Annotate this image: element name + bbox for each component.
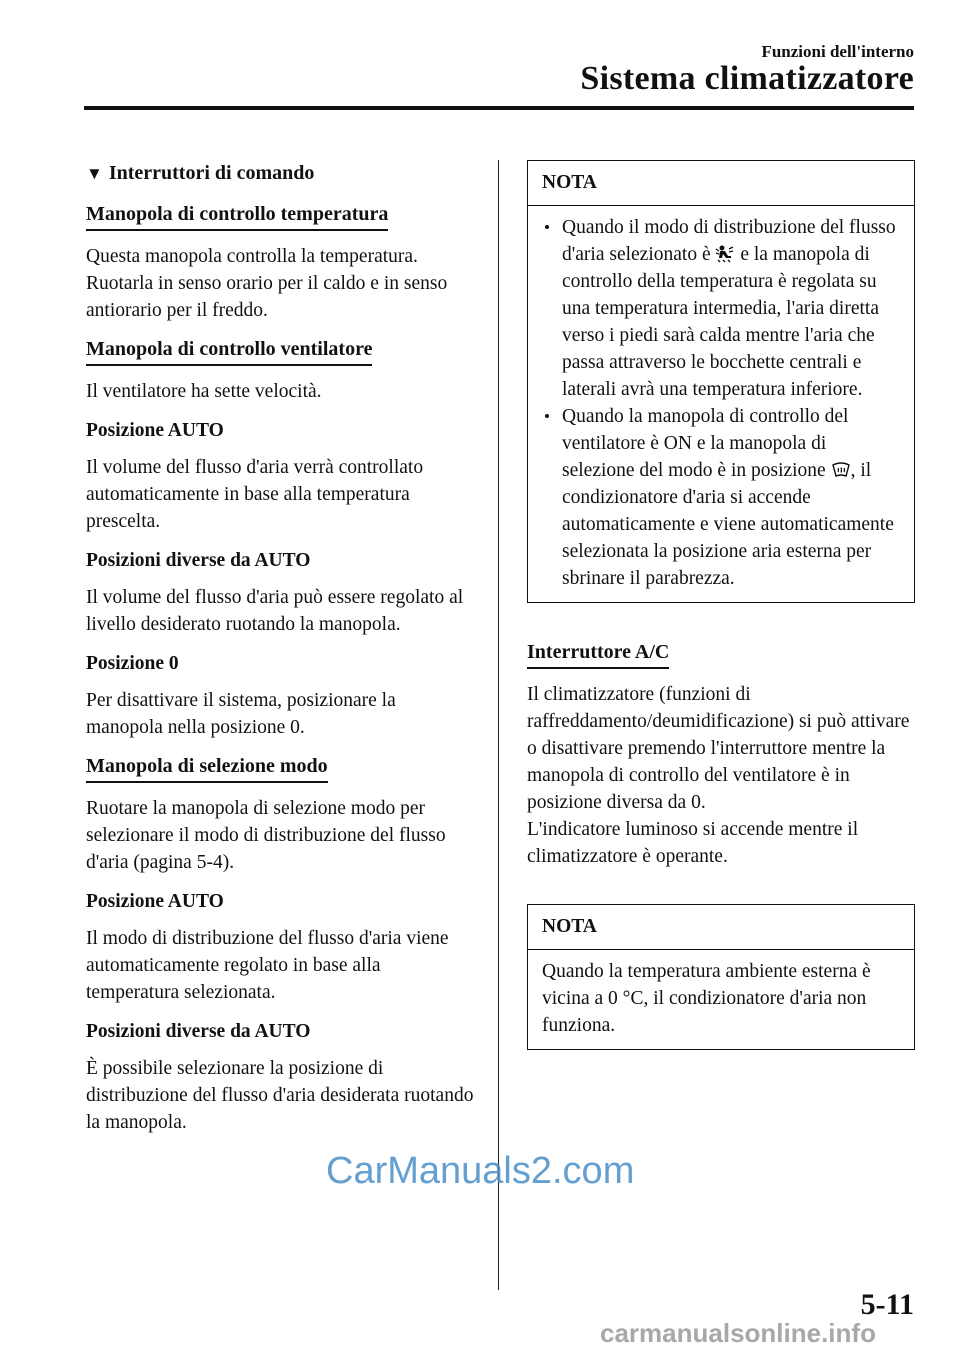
ac-switch-heading: Interruttore A/C <box>527 639 669 669</box>
fan-knob-heading: Manopola di controllo ventilatore <box>86 336 372 366</box>
section-heading-text: Interruttori di comando <box>108 162 315 184</box>
defroster-icon <box>831 461 851 479</box>
header-rule <box>84 106 914 110</box>
note-bullet <box>542 214 902 403</box>
ac-switch-text: Il climatizzatore (funzioni di raffreddamento/deumidificazione) si può attivare o disattivare premendo l'interruttore mentre la manopola di controllo del ventilatore è in posizione diversa da 0. <box>527 684 910 813</box>
fan-nonauto-text: Il volume del flusso d'aria può essere regolato al livello desiderato ruotando la manopola. <box>86 587 464 635</box>
fan-zero-heading: Posizione 0 <box>86 653 179 674</box>
note-bullet-text: Quando il modo di distribuzione del flusso d'aria selezionato è e la manopola di controllo della temperatura è regolata su una temperatura intermedia, l'aria diretta verso i piedi sarà calda mentre l'aria che passa attraverso le bocchette centrali e laterali avrà una temperatura inferiore. <box>562 217 896 400</box>
bullet-icon <box>542 403 562 592</box>
note-body-2: Quando la temperatura ambiente esterna è vicina a 0 °C, il condizionatore d'aria non funziona. <box>542 961 871 1036</box>
note-title-2: NOTA <box>528 905 914 950</box>
column-divider <box>498 160 499 1290</box>
temp-knob-heading: Manopola di controllo temperatura <box>86 201 388 231</box>
watermark: CarManuals2.com <box>326 1150 635 1192</box>
note-body <box>528 206 914 602</box>
floor-vent-mode-icon <box>715 245 735 263</box>
fan-auto-heading: Posizione AUTO <box>86 420 224 441</box>
temp-knob-text: Questa manopola controlla la temperatura. Ruotarla in senso orario per il caldo e in senso antiorario per il freddo. <box>86 246 448 321</box>
note-bullet-text: Quando la manopola di controllo del ventilatore è ON e la manopola di selezione del modo è in posizione , il condizionatore d'aria si accende automaticamente e viene automaticamente selezionata la posizione aria esterna per sbrinare il parabrezza. <box>562 406 894 589</box>
left-column <box>86 160 476 1148</box>
fan-auto-text: Il volume del flusso d'aria verrà controllato automaticamente in base alla temperatura prescelta. <box>86 457 424 532</box>
chapter-label: Funzioni dell'interno <box>761 42 914 61</box>
note-title: NOTA <box>528 161 914 206</box>
mode-nonauto-heading: Posizioni diverse da AUTO <box>86 1021 311 1042</box>
mode-knob-heading: Manopola di selezione modo <box>86 753 328 783</box>
note-bullet <box>542 403 902 592</box>
ac-indicator-text: L'indicatore luminoso si accende mentre il climatizzatore è operante. <box>527 819 859 867</box>
triangle-down-icon: ▼ <box>86 164 103 183</box>
fan-knob-text: Il ventilatore ha sette velocità. <box>86 381 322 402</box>
mode-nonauto-text: È possibile selezionare la posizione di distribuzione del flusso d'aria desiderata ruotando la manopola. <box>86 1058 474 1133</box>
mode-auto-heading: Posizione AUTO <box>86 891 224 912</box>
fan-zero-text: Per disattivare il sistema, posizionare la manopola nella posizione 0. <box>86 690 396 738</box>
fan-nonauto-heading: Posizioni diverse da AUTO <box>86 550 311 571</box>
page-number: 5-11 <box>860 1288 914 1321</box>
right-column <box>527 160 915 1086</box>
bullet-icon <box>542 214 562 403</box>
note-box <box>527 160 915 603</box>
page-title: Sistema climatizzatore <box>580 60 914 97</box>
mode-auto-text: Il modo di distribuzione del flusso d'aria viene automaticamente regolato in base alla temperatura selezionata. <box>86 928 449 1003</box>
note-box-2 <box>527 904 915 1050</box>
footer-site-watermark: carmanualsonline.info <box>600 1318 876 1348</box>
section-heading <box>86 160 476 187</box>
mode-knob-text: Ruotare la manopola di selezione modo per selezionare il modo di distribuzione del flusso d'aria (pagina 5-4). <box>86 798 446 873</box>
